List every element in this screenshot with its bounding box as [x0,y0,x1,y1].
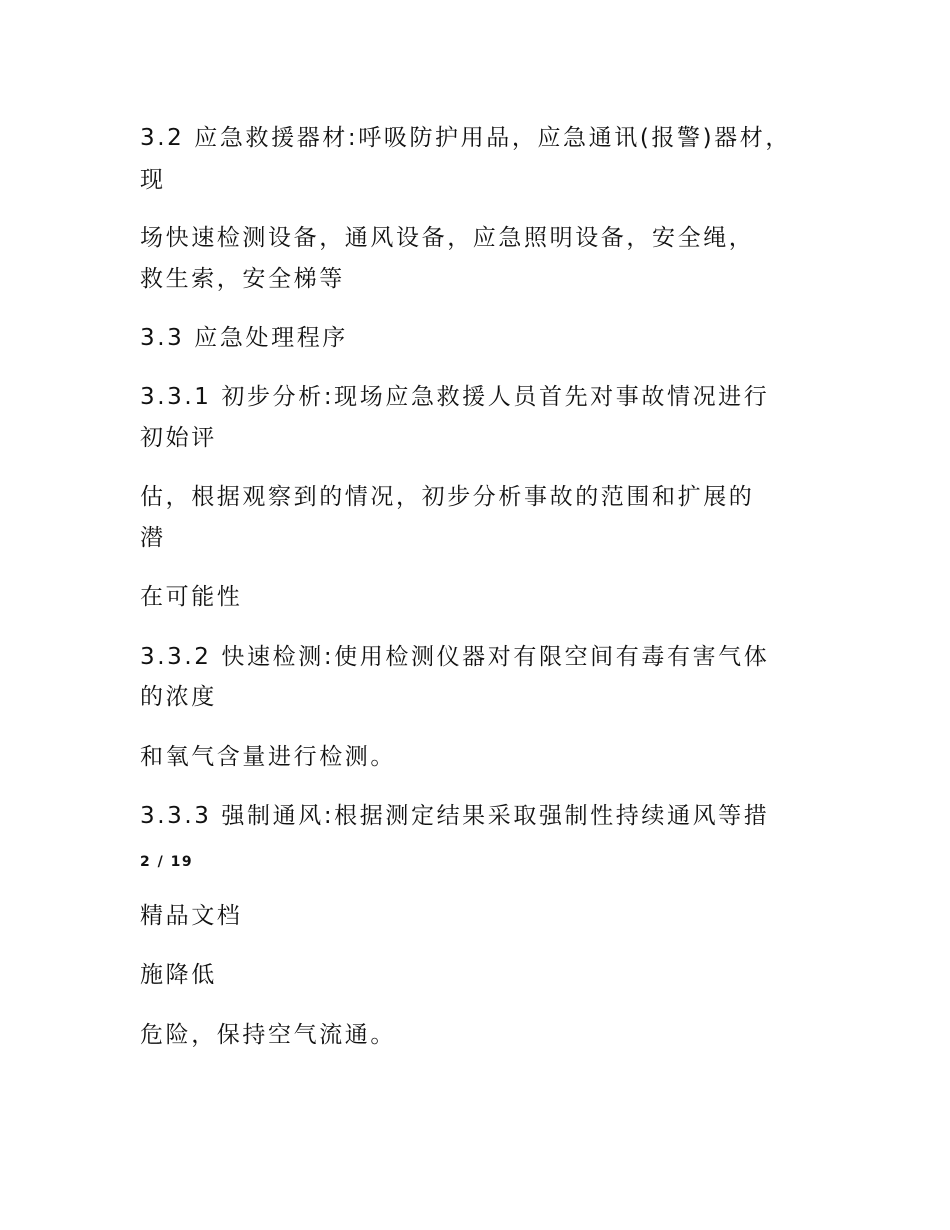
text-line: 估，根据观察到的情况，初步分析事故的范围和扩展的 [140,484,755,510]
text-line: 和氧气含量进行检测。 [140,744,396,770]
text-line: 3.3.1 初步分析:现场应急救援人员首先对事故情况进行 [140,384,770,410]
text-line: 在可能性 [140,584,243,610]
text-line: 施降低 [140,962,217,988]
text-line: 潜 [140,525,166,551]
page-number: 2 / 19 [140,854,194,870]
text-line: 3.3.3 强制通风:根据测定结果采取强制性持续通风等措 [140,803,770,829]
text-line: 救生索，安全梯等 [140,266,345,292]
text-line: 的浓度 [140,684,217,710]
section-heading: 3.3 应急处理程序 [140,325,348,351]
text-line: 初始评 [140,425,217,451]
document-header: 精品文档 [140,903,243,929]
text-line: 3.2 应急救援器材:呼吸防护用品，应急通讯(报警)器材， [140,125,791,151]
text-line: 3.3.2 快速检测:使用检测仪器对有限空间有毒有害气体 [140,644,770,670]
text-line: 现 [140,167,166,193]
text-line: 危险，保持空气流通。 [140,1022,396,1048]
text-line: 场快速检测设备，通风设备，应急照明设备，安全绳， [140,225,755,251]
